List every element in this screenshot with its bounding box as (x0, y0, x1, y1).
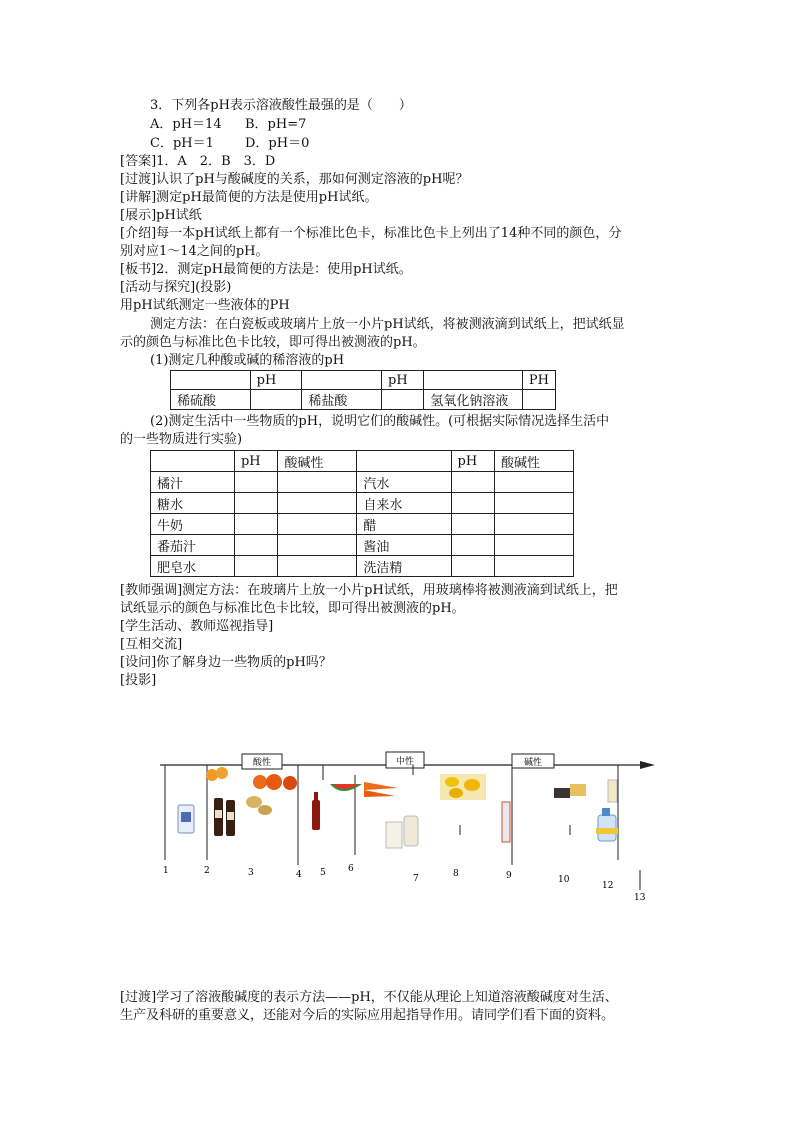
experiment-1-title: (1)测定几种酸或碱的稀溶液的pH (150, 353, 345, 368)
answer-line: [答案]1．A 2．B 3．D (120, 154, 276, 169)
table-row: pH pH PH (171, 371, 556, 390)
svg-text:13: 13 (634, 893, 646, 903)
milk-label-icon (181, 812, 191, 822)
final-transition-2: 生产及科研的重要意义，还能对今后的实际应用起指导作用。请同学们看下面的资料。 (120, 1008, 615, 1023)
student-activity-line: [学生活动、教师巡视指导] (120, 619, 274, 634)
experiment-2-line-2: 的一些物质进行实验) (120, 432, 243, 447)
product-images (178, 767, 618, 848)
svg-text:12: 12 (602, 881, 614, 891)
neutral-label: 中性 (395, 757, 415, 767)
carrot-icon (364, 782, 398, 790)
potato-icon (246, 796, 262, 808)
teacher-emphasis-1: [教师强调]测定方法：在玻璃片上放一小片pH试纸，用玻璃棒将被测液滴到试纸上，把 (120, 583, 618, 598)
method-line-1: 测定方法：在白瓷板或玻璃片上放一小片pH试纸，将被测液滴到试纸上，把试纸显 (150, 317, 625, 332)
wine-bottle-icon (312, 800, 320, 830)
base-label: 碱性 (523, 758, 543, 768)
svg-text:7: 7 (413, 874, 419, 884)
soap-icon (554, 788, 570, 798)
projection-line: [投影] (120, 673, 157, 688)
activity-line: [活动与探究](投影) (120, 280, 232, 295)
tick-labels (163, 864, 646, 903)
acid-base-table (170, 370, 556, 410)
acid-label: 酸性 (252, 758, 272, 768)
option-a: A．pH＝14 (150, 117, 222, 132)
board-line: [板书]2．测定pH最简便的方法是：使用pH试纸。 (120, 262, 412, 277)
table-row: 肥皂水 洗洁精 (151, 556, 574, 577)
table-row: 橘汁 汽水 (151, 472, 574, 493)
explain-line: [讲解]测定pH最简便的方法是使用pH试纸。 (120, 190, 378, 205)
svg-text:4: 4 (296, 870, 302, 880)
option-c: C．pH＝1 (150, 136, 214, 151)
orange-icon (206, 769, 218, 781)
method-line-2: 示的颜色与标准比色卡比较，即可得出被测液的pH。 (120, 335, 426, 350)
teacher-emphasis-2: 试纸显示的颜色与标准比色卡比较，即可得出被测液的pH。 (120, 601, 465, 616)
table-row: 牛奶 醋 (151, 514, 574, 535)
svg-text:6: 6 (348, 864, 354, 874)
intro-line-1: [介绍]每一本pH试纸上都有一个标准比色卡，标准比色卡上列出了14种不同的颜色，分 (120, 226, 622, 241)
intro-line-2: 别对应1～14之间的pH。 (120, 244, 269, 259)
ph-scale-diagram (150, 740, 670, 920)
table-row: 糖水 自来水 (151, 493, 574, 514)
daily-substances-table (150, 450, 574, 577)
transition-line: [过渡]认识了pH与酸碱度的关系，那如何测定溶液的pH呢？ (120, 172, 469, 187)
table-row: 番茄汁 酱油 (151, 535, 574, 556)
experiment-2-line-1: (2)测定生活中一些物质的pH，说明它们的酸碱性。(可根据实际情况选择生活中 (150, 414, 610, 429)
svg-text:2: 2 (204, 866, 210, 876)
milk-glass-icon (386, 822, 402, 848)
svg-text:9: 9 (506, 871, 512, 881)
option-b: B．pH=7 (245, 117, 307, 132)
svg-text:8: 8 (453, 869, 459, 879)
table-row: pH 酸碱性 pH 酸碱性 (151, 451, 574, 472)
tomato-icon (253, 775, 267, 789)
svg-text:10: 10 (558, 875, 570, 885)
table-row: 稀硫酸 稀盐酸 氢氧化钠溶液 (171, 390, 556, 410)
svg-text:3: 3 (248, 868, 254, 878)
svg-text:1: 1 (163, 866, 169, 876)
exchange-line: [互相交流] (120, 637, 183, 652)
measure-line: 用pH试纸测定一些液体的PH (120, 298, 290, 313)
show-line: [展示]pH试纸 (120, 208, 202, 223)
question-3: 3．下列各pH表示溶液酸性最强的是（ ） (150, 98, 412, 113)
final-transition-1: [过渡]学习了溶液酸碱度的表示方法——pH，不仅能从理论上知道溶液酸碱度对生活、 (120, 990, 618, 1005)
axis-arrow-icon (640, 761, 655, 769)
option-d: D．pH＝0 (245, 136, 310, 151)
svg-text:5: 5 (320, 868, 326, 878)
question-line: [设问]你了解身边一些物质的pH吗？ (120, 655, 332, 670)
toothpaste-icon (502, 802, 510, 842)
